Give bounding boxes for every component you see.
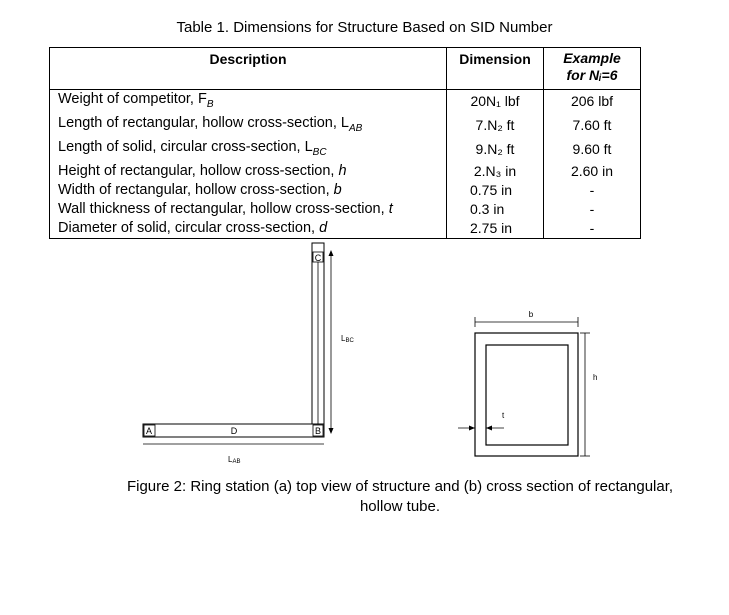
figure-caption-line2: hollow tube. <box>359 498 441 515</box>
row-description: Wall thickness of rectangular, hollow cross-section, t <box>50 200 447 219</box>
header-example-line1: Example <box>563 50 621 66</box>
row-description: Width of rectangular, hollow cross-section, b <box>50 181 447 200</box>
cross-section-inner <box>486 345 568 445</box>
lbc-label: LBC <box>341 334 354 344</box>
header-dimension: Dimension <box>447 48 544 90</box>
figure-caption <box>80 477 720 517</box>
row-dimension: 7.N₂ ft <box>447 114 544 138</box>
h-label: h <box>593 373 598 382</box>
row-example: - <box>544 200 641 219</box>
row-example: - <box>544 181 641 200</box>
row-dimension: 0.75 in <box>447 181 544 200</box>
row-dimension: 2.75 in <box>447 219 544 239</box>
lab-label: LAB <box>228 455 241 465</box>
point-b-label: B <box>314 426 322 436</box>
point-d-label: D <box>230 426 238 436</box>
row-description: Diameter of solid, circular cross-section, d <box>50 219 447 239</box>
b-label: b <box>528 310 534 319</box>
row-dimension: 9.N₂ ft <box>447 138 544 162</box>
point-c-label: C <box>314 253 322 263</box>
t-arrow-right <box>486 426 492 431</box>
row-example: 9.60 ft <box>544 138 641 162</box>
row-description: Length of rectangular, hollow cross-section, $L_{AB}$ <box>50 114 447 138</box>
row-dimension: 20N₁ lbf <box>447 90 544 114</box>
row-example: 206 lbf <box>544 90 641 114</box>
row-description: Length of solid, circular cross-section, $L_{BC}$ <box>50 138 447 162</box>
cross-section-outer <box>475 333 578 456</box>
lbc-arrow-top <box>329 250 334 256</box>
row-description: Weight of competitor, $F_B$ <box>50 90 447 114</box>
t-arrow-left <box>469 426 475 431</box>
row-dimension: 2.N₃ in <box>447 162 544 181</box>
row-description: Height of rectangular, hollow cross-section, h <box>50 162 447 181</box>
row-dimension: 0.3 in <box>447 200 544 219</box>
t-label: t <box>502 411 505 420</box>
point-a-label: A <box>145 426 153 436</box>
table-title: Table 1. Dimensions for Structure Based on SID Number <box>176 19 553 36</box>
lbc-arrow-bottom <box>329 428 334 434</box>
figure-caption-line1: Figure 2: Ring station (a) top view of structure and (b) cross section of rectangular, <box>126 478 674 495</box>
row-example: 7.60 ft <box>544 114 641 138</box>
header-description: Description <box>50 48 447 90</box>
header-example-line2: for Nᵢ=6 <box>566 67 618 83</box>
row-example: - <box>544 219 641 239</box>
row-example: 2.60 in <box>544 162 641 181</box>
